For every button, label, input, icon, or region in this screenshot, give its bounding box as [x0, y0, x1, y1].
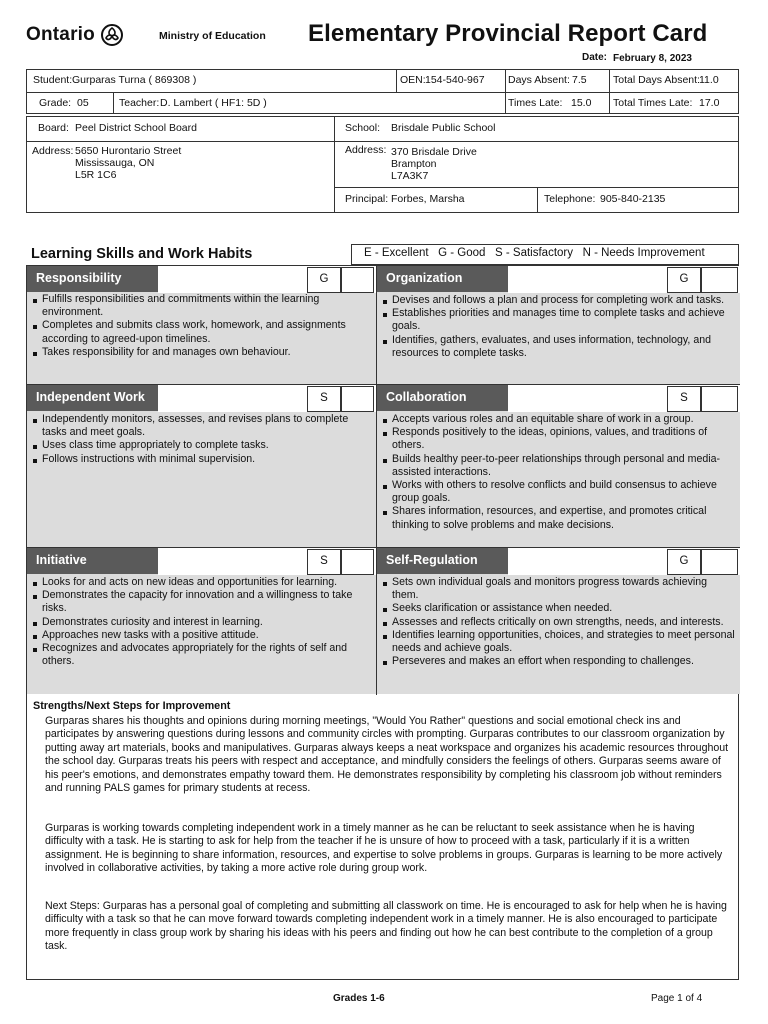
bullet-item: Sets own individual goals and monitors progress towards achieving them. [381, 576, 736, 602]
bullet-item: Takes responsibility for and manages own behaviour. [31, 346, 372, 359]
oen-value: 154-540-967 [425, 74, 485, 86]
skill-bullets [381, 413, 736, 532]
board-label: Board: [38, 122, 69, 134]
school-address-line-2: Brampton [391, 158, 437, 170]
total-times-late-value: 17.0 [699, 97, 720, 109]
telephone-value: 905-840-2135 [600, 193, 666, 205]
skill-name: Responsibility [27, 266, 158, 292]
skill-bullets [381, 294, 736, 360]
bullet-item: Perseveres and makes an effort when responding to challenges. [381, 655, 736, 668]
ministry-label: Ministry of Education [159, 30, 266, 42]
skill-independent-work [27, 385, 376, 547]
page-number: Page 1 of 4 [651, 993, 703, 1004]
board-value: Peel District School Board [75, 122, 197, 134]
skill-bullets [31, 293, 372, 359]
comment-paragraph-3: Next Steps: Gurparas has a personal goal of completing and submitting all classwork on time. He is encouraged to ask for help when he is having difficulty with a task so that he can move forward towards completing independent work in a timely manner. He is also encouraged to participate more frequently in class group work by sharing his ideas with his peers and finding out how he can best contribute to the completion of a group task. [45, 900, 727, 953]
comment-paragraph-2: Gurparas is working towards completing independent work in a timely manner as he can be reluctant to seek assistance when he is having difficulty with a task. He is starting to ask for help from the teacher if he is unsure of how to proceed with a task, particularly if it is a written assignment. He is beginning to share information, resources, and expertise to solve problems in groups. Gurparas is learning to be more actively involved in collaborative activities, by taking a more active role during group work. [45, 822, 723, 875]
principal-label: Principal: [345, 193, 389, 205]
bullet-item: Recognizes and advocates appropriately for the rights of self and others. [31, 642, 372, 668]
school-address-line-3: L7A3K7 [391, 170, 429, 182]
bullet-item: Accepts various roles and an equitable share of work in a group. [381, 413, 736, 426]
skill-name: Independent Work [27, 385, 158, 411]
bullet-item: Looks for and acts on new ideas and opportunities for learning. [31, 576, 372, 589]
skill-self-regulation [377, 548, 740, 694]
logo-text: Ontario [26, 24, 95, 45]
skill-rating: G [667, 267, 701, 293]
skill-rating: S [307, 549, 341, 575]
skill-name: Self-Regulation [377, 548, 508, 574]
skill-bullets [381, 576, 736, 668]
board-address-label: Address: [32, 145, 74, 157]
grade-label: Grade: [39, 97, 72, 109]
times-late-label: Times Late: [508, 97, 563, 109]
total-times-late-label: Total Times Late: [613, 97, 693, 109]
school-address-line-1: 370 Brisdale Drive [391, 146, 477, 158]
oen-label: OEN: [400, 74, 426, 86]
rating-blank [701, 386, 738, 412]
rating-legend: E - Excellent G - Good S - Satisfactory N - Needs Improvement [351, 244, 739, 265]
bullet-item: Establishes priorities and manages time to complete tasks and achieve goals. [381, 307, 736, 333]
principal-value: Forbes, Marsha [391, 193, 465, 205]
skill-rating: G [667, 549, 701, 575]
skill-rating: S [307, 386, 341, 412]
school-address-label: Address: [345, 144, 387, 156]
skill-responsibility [27, 266, 376, 384]
bullet-item: Responds positively to the ideas, opinions, values, and traditions of others. [381, 426, 736, 452]
skill-organization [377, 266, 740, 384]
skill-name: Initiative [27, 548, 158, 574]
comment-paragraph-1: Gurparas shares his thoughts and opinions during morning meetings, "Would You Rather" questions and social emotional check ins and participates by answering questions during lessons and community circles with prompting. Gurparas contributes to our classroom organization by putting away art materials, books and manipulatives. Gurparas always keeps a neat workspace and organizes his academic resources throughout the school day. Gurparas treats his peers with respect and acceptance, and mindfully considers the feelings of others. Gurparas seems aware of his peer's emotions, and demonstrates empathy toward them. He demonstrates responsibility by completing his classroom job without reminders and running PALS games for primary students at recess. [45, 715, 729, 795]
teacher-label: Teacher: [119, 97, 160, 109]
skill-rating: S [667, 386, 701, 412]
bullet-item: Demonstrates curiosity and interest in learning. [31, 616, 372, 629]
bullet-item: Identifies, gathers, evaluates, and uses information, technology, and resources to complete tasks. [381, 334, 736, 360]
date-value: February 8, 2023 [613, 53, 692, 64]
student-label: Student: [33, 74, 73, 86]
comments-section [26, 694, 739, 980]
telephone-label: Telephone: [544, 193, 596, 205]
page-title: Elementary Provincial Report Card [308, 20, 708, 47]
days-absent-label: Days Absent: [508, 74, 570, 86]
bullet-item: Works with others to resolve conflicts and build consensus to achieve group goals. [381, 479, 736, 505]
bullet-item: Fulfills responsibilities and commitments within the learning environment. [31, 293, 372, 319]
days-absent-value: 7.5 [572, 74, 587, 86]
board-address-line-2: Mississauga, ON [75, 157, 155, 169]
times-late-value: 15.0 [571, 97, 592, 109]
school-info-box [26, 116, 739, 213]
learning-skills-title: Learning Skills and Work Habits [31, 246, 253, 262]
rating-blank [701, 549, 738, 575]
total-days-absent-value: 11.0 [699, 74, 719, 86]
bullet-item: Builds healthy peer-to-peer relationships through personal and media-assisted interactions. [381, 453, 736, 479]
bullet-item: Uses class time appropriately to complete tasks. [31, 439, 372, 452]
bullet-item: Demonstrates the capacity for innovation and a willingness to take risks. [31, 589, 372, 615]
student-value: Gurparas Turna ( 869308 ) [72, 74, 197, 86]
grades-footer: Grades 1-6 [333, 993, 385, 1004]
skill-collaboration [377, 385, 740, 547]
rating-blank [341, 549, 374, 575]
bullet-item: Completes and submits class work, homework, and assignments according to agreed-upon timelines. [31, 319, 372, 345]
board-address-line-1: 5650 Hurontario Street [75, 145, 182, 157]
skill-initiative [27, 548, 376, 694]
board-address-line-3: L5R 1C6 [75, 169, 117, 181]
skill-bullets [31, 413, 372, 466]
school-label: School: [345, 122, 381, 134]
comments-heading: Strengths/Next Steps for Improvement [33, 700, 231, 712]
learning-skills-grid [26, 265, 739, 694]
bullet-item: Devises and follows a plan and process for completing work and tasks. [381, 294, 736, 307]
bullet-item: Approaches new tasks with a positive attitude. [31, 629, 372, 642]
bullet-item: Independently monitors, assesses, and revises plans to complete tasks and meet goals. [31, 413, 372, 439]
skill-name: Collaboration [377, 385, 508, 411]
skill-name: Organization [377, 266, 508, 292]
total-days-absent-label: Total Days Absent: [613, 74, 700, 86]
teacher-value: D. Lambert ( HF1: 5D ) [160, 97, 267, 109]
school-value: Brisdale Public School [391, 122, 496, 134]
student-info-box [26, 69, 739, 114]
grade-value: 05 [77, 97, 89, 109]
bullet-item: Seeks clarification or assistance when needed. [381, 602, 736, 615]
bullet-item: Follows instructions with minimal supervision. [31, 453, 372, 466]
skill-rating: G [307, 267, 341, 293]
rating-blank [341, 386, 374, 412]
ontario-logo [26, 24, 123, 46]
trillium-icon [101, 24, 123, 46]
rating-blank [341, 267, 374, 293]
rating-blank [701, 267, 738, 293]
bullet-item: Shares information, resources, and expertise, and promotes critical thinking to solve problems and make decisions. [381, 505, 736, 531]
skill-bullets [31, 576, 372, 668]
bullet-item: Identifies learning opportunities, choices, and strategies to meet personal needs and achieve goals. [381, 629, 736, 655]
date-label: Date: [582, 52, 608, 63]
bullet-item: Assesses and reflects critically on own strengths, needs, and interests. [381, 616, 736, 629]
